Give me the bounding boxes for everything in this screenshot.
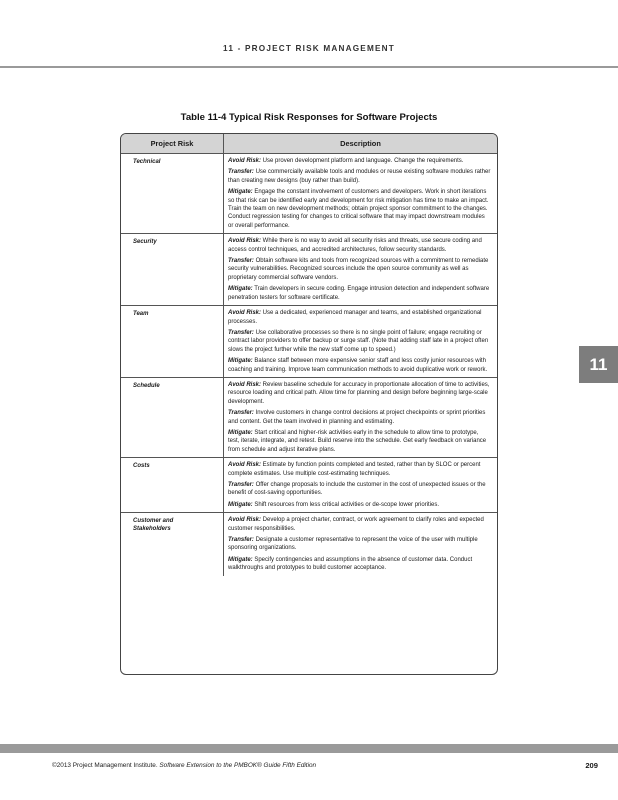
response-text: Engage the constant involvement of customers and developers. Work in short iterations so that risk can be identified early and development for risk mitigation has time to make an impact. Train the team on new development methods; obtain project sponsor commitment to the changes. Conduct regression testing for changes to critical software that may impact downstream modules or overall performance. xyxy=(228,189,489,229)
chapter-tab: 11 xyxy=(579,346,618,383)
table-row xyxy=(121,513,497,575)
risk-response xyxy=(228,409,491,426)
response-text: Specify contingencies and assumptions in the absence of customer data. Conduct walkthroughs and prototypes to build customer acceptance. xyxy=(228,556,473,572)
table-row xyxy=(121,154,497,234)
table-caption: Table 11-4 Typical Risk Responses for Software Projects xyxy=(180,112,438,123)
project-risk-cell: Technical xyxy=(121,154,224,233)
response-text: Offer change proposals to include the customer in the cost of unexpected issues or the benefit of cost-saving opportunities. xyxy=(228,482,486,497)
risk-response xyxy=(228,329,491,354)
table-row xyxy=(121,234,497,306)
response-type-label: Avoid Risk: xyxy=(228,238,262,245)
risk-response xyxy=(228,536,491,553)
footer-copyright xyxy=(52,762,316,769)
table-row xyxy=(121,378,497,458)
response-text: Involve customers in change control decisions at project checkpoints or sprint priorities and content. Get the team involved in planning and estimating. xyxy=(228,410,486,425)
response-text: Balance staff between more expensive senior staff and less costly junior resources with coaching and training. Improve team communication methods to avoid duplicative work or rework. xyxy=(228,358,488,373)
risk-response xyxy=(228,461,491,478)
response-text: Review baseline schedule for accuracy in proportionate allocation of time to activities, resource loading and critical path. Allow time for planning and design before beginning large-scale development. xyxy=(228,381,490,405)
response-type-label: Transfer: xyxy=(228,329,254,336)
response-type-label: Avoid Risk: xyxy=(228,517,262,524)
response-text: Use commercially available tools and modules or reuse existing software modules rather than creating new designs (buy rather than build). xyxy=(228,169,491,184)
response-text: Estimate by function points completed and tested, rather than by SLOC or percent complete estimates. Use multiple cost-estimating techniques. xyxy=(228,462,481,477)
page-number: 209 xyxy=(585,761,598,770)
response-type-label: Transfer: xyxy=(228,537,254,544)
column-header-project-risk: Project Risk xyxy=(121,134,224,153)
response-text: Shift resources from less critical activities or de-scope lower priorities. xyxy=(252,501,440,508)
response-text: Start critical and higher-risk activities early in the schedule to allow time to prototype, test, iterate, integrate, and retest. Build reserve into the schedule. Get early feedback on variance from schedule and adjust iterative plans. xyxy=(228,429,487,453)
table-body xyxy=(121,154,497,576)
risk-response xyxy=(228,188,491,230)
response-type-label: Mitigate: xyxy=(228,556,253,563)
response-text: Use proven development platform and language. Change the requirements. xyxy=(261,158,464,164)
project-risk-cell: Schedule xyxy=(121,378,224,457)
response-type-label: Mitigate: xyxy=(228,189,253,196)
column-header-description: Description xyxy=(340,139,381,148)
risk-response xyxy=(228,285,491,302)
response-type-label: Avoid Risk: xyxy=(228,158,262,164)
risk-response xyxy=(228,381,491,406)
risk-response xyxy=(228,168,491,185)
table-row xyxy=(121,458,497,513)
copyright-text: ©2013 Project Management Institute. xyxy=(52,762,160,769)
response-type-label: Transfer: xyxy=(228,169,254,176)
description-cell xyxy=(224,306,497,377)
response-text: Train developers in secure coding. Engage intrusion detection and independent software penetration testers for software certificate. xyxy=(228,286,490,301)
response-text: Use collaborative processes so there is no single point of failure; engage recruiting or contract labor providers to offer backup or surge staff. (Note that adding staff late in a project often slows the project further while the new staff come up to speed.) xyxy=(228,329,489,353)
table-header-row xyxy=(121,134,497,154)
risk-response xyxy=(228,556,491,573)
description-cell xyxy=(224,513,497,575)
risk-response xyxy=(228,257,491,282)
response-text: Use a dedicated, experienced manager and teams, and established organizational processes. xyxy=(228,310,482,325)
response-type-label: Mitigate: xyxy=(228,501,253,508)
response-type-label: Transfer: xyxy=(228,482,254,488)
risk-response xyxy=(228,516,491,533)
description-cell xyxy=(224,154,497,233)
table-row xyxy=(121,306,497,378)
project-risk-cell: Security xyxy=(121,234,224,305)
risk-response xyxy=(228,157,491,165)
response-type-label: Transfer: xyxy=(228,410,254,417)
description-cell xyxy=(224,234,497,305)
project-risk-cell: Customer and Stakeholders xyxy=(121,513,224,575)
response-text: Develop a project charter, contract, or work agreement to clarify roles and expected customer responsibilities. xyxy=(228,517,484,532)
project-risk-cell: Team xyxy=(121,306,224,377)
description-cell xyxy=(224,458,497,512)
risk-response xyxy=(228,357,491,374)
footer-bar xyxy=(0,744,618,753)
risk-response xyxy=(228,237,491,254)
response-text: While there is no way to avoid all security risks and threats, use secure coding and access control techniques, and accredited architectures, follow security standards. xyxy=(228,238,482,253)
response-text: Obtain software kits and tools from recognized sources with a commitment to remediate security vulnerabilities. Recognized sources include the open source community as well as proprietary commercial software vendors. xyxy=(228,258,489,281)
risk-response-table xyxy=(120,133,498,675)
risk-response xyxy=(228,429,491,454)
response-type-label: Avoid Risk: xyxy=(228,381,262,388)
risk-response xyxy=(228,309,491,326)
running-header xyxy=(0,42,618,68)
response-type-label: Mitigate: xyxy=(228,286,253,293)
response-text: Designate a customer representative to represent the voice of the user with multiple sponsoring organizations. xyxy=(228,537,478,552)
response-type-label: Avoid Risk: xyxy=(228,462,262,469)
risk-response xyxy=(228,501,491,509)
project-risk-cell: Costs xyxy=(121,458,224,512)
response-type-label: Mitigate: xyxy=(228,358,253,365)
response-type-label: Avoid Risk: xyxy=(228,310,262,317)
chapter-header-title: 11 - PROJECT RISK MANAGEMENT xyxy=(223,44,395,53)
risk-response xyxy=(228,481,491,498)
response-type-label: Mitigate: xyxy=(228,429,253,436)
description-cell xyxy=(224,378,497,457)
publication-title: Software Extension to the PMBOK® Guide Fifth Edition xyxy=(159,762,317,769)
response-type-label: Transfer: xyxy=(228,258,254,265)
